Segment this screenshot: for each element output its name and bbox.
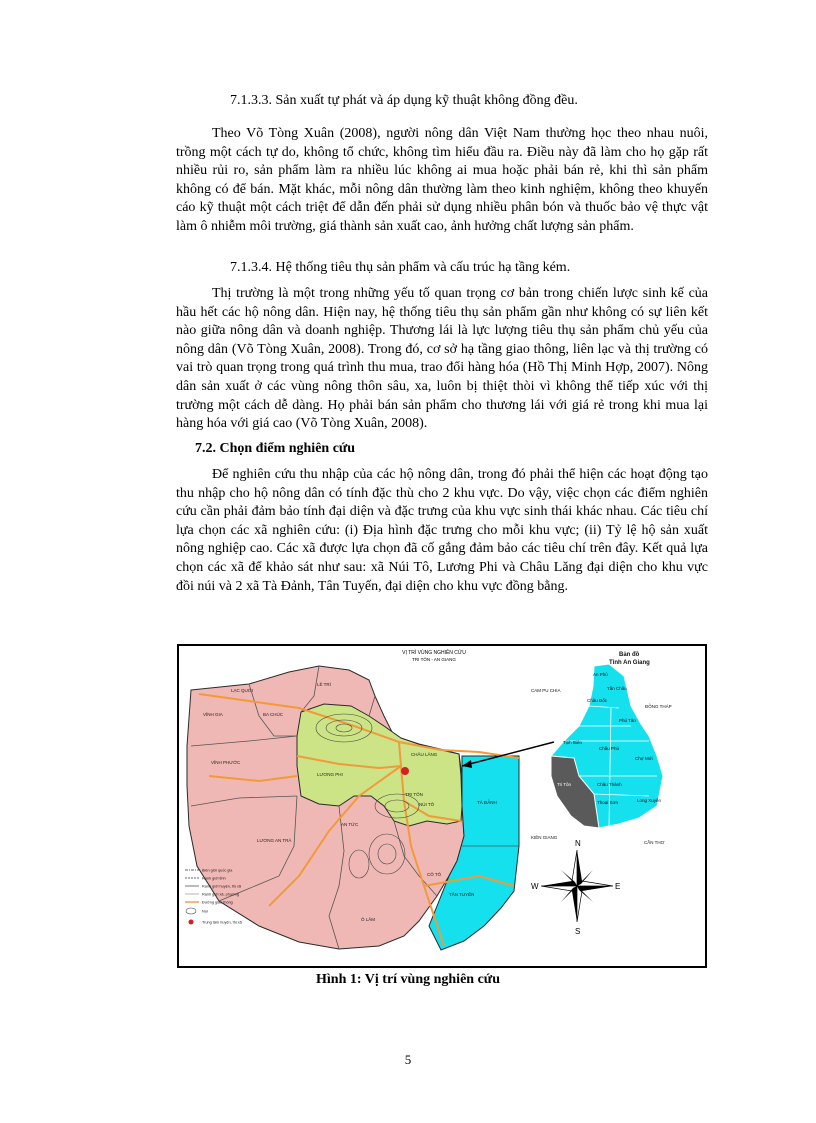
legend-item-2: Ranh giới tỉnh	[202, 876, 226, 881]
label-ta-danh: TÀ ĐẢNH	[477, 800, 497, 805]
label-long-xuyen: Long Xuyên	[637, 798, 662, 803]
compass-rose	[531, 839, 620, 936]
label-phu-tan: Phú Tân	[619, 718, 636, 723]
label-chau-thanh: Châu Thành	[597, 782, 622, 787]
label-kien-giang: KIÊN GIANG	[531, 835, 558, 840]
label-chau-phu: Châu Phú	[599, 746, 620, 751]
label-chau-lang: CHÂU LĂNG	[411, 752, 438, 757]
legend-item-5: Đường giao thông	[202, 900, 233, 905]
district-center-marker	[401, 767, 409, 775]
figure-caption: Hình 1: Vị trí vùng nghiên cứu	[316, 972, 500, 987]
label-thoai-son: Thoại Sơn	[597, 800, 618, 805]
study-area-map	[177, 644, 707, 968]
compass-w: W	[531, 882, 539, 891]
label-le-tri: LÊ TRÌ	[317, 682, 331, 687]
paragraph-1-text: Theo Võ Tòng Xuân (2008), người nông dân Việt Nam thường học theo nhau nuôi, trồng một cách tự do, không tổ chức, không tìm hiểu đầu ra. Điều này đã làm cho họ gặp rất nhiều rủi ro, sản phẩm làm ra nhiều lúc không ai mua hoặc phải bán rẻ, khi thì sản phẩm không có để bán. Mặt khác, mỗi nông dân thường làm theo kinh nghiệm, không theo khuyến cáo kỹ thuật một cách triệt để dẫn đến phải sử dụng nhiều phân bón và thuốc bảo vệ thực vật làm ô nhiễm môi trường, giá thành sản xuất cao, ảnh hưởng chất lượng sản phẩm.	[176, 126, 708, 234]
compass-n: N	[575, 839, 581, 848]
label-dong-thap: ĐỒNG THÁP	[645, 704, 672, 709]
legend-item-1: Biên giới quốc gia	[202, 868, 233, 873]
paragraph-1	[176, 125, 708, 237]
label-ba-chuc: BA CHÚC	[263, 712, 284, 717]
map-svg	[179, 646, 705, 966]
label-an-phu: An Phú	[593, 672, 608, 677]
legend-item-6: Núi	[202, 909, 208, 914]
compass-e: E	[615, 882, 621, 891]
label-lac-quoi: LẠC QUỚI	[231, 688, 253, 693]
paragraph-2-text: Thị trường là một trong những yếu tố quan trọng cơ bản trong chiến lược sinh kế của hầu hết các hộ nông dân. Hiện nay, hệ thống tiêu thụ sản phẩm gần như không có sự liên kết nào giữa nông dân và doanh nghiệp. Thương lái là lực lượng tiêu thụ sản phẩm chủ yếu của nông dân (Võ Tòng Xuân, 2008). Trong đó, cơ sở hạ tầng giao thông, liên lạc và thị trường có vai trò quan trọng trong quá trình thu mua, trao đổi hàng hóa (Hồ Thị Minh Hợp, 2007). Nông dân sản xuất ở các vùng nông thôn sâu, xa, luôn bị thiệt thòi vì không thể tiếp xúc với thị trường một cách dễ dàng. Họ phải bán sản phẩm cho thương lái với giá rẻ trong khi mua lại hàng hóa với giá cao (Võ Tòng Xuân, 2008).	[176, 286, 708, 432]
inset-title-2: Tỉnh An Giang	[609, 660, 650, 666]
label-tan-chau: Tân Châu	[607, 686, 627, 691]
legend-item-7: Trung tâm huyện, thị xã	[202, 920, 242, 925]
compass-s: S	[575, 927, 581, 936]
label-tinh-bien: Tịnh Biên	[563, 740, 583, 745]
paragraph-3-text: Để nghiên cứu thu nhập của các hộ nông dân, trong đó phải thể hiện các hoạt động tạo thu nhập cho hộ nông dân có tính đặc thù cho 2 khu vực. Do vậy, việc chọn các điểm nghiên cứu cần phải đảm bảo tính đại diện và đặc trưng của khu vực sinh thái khác nhau. Các tiêu chí lựa chọn các xã nghiên cứu: (i) Địa hình đặc trưng cho mỗi khu vực; (ii) Tỷ lệ hộ sản xuất nông nghiệp cao. Các xã được lựa chọn đã cố gắng đảm bảo các tiêu chí trên đây. Kết quả lựa chọn các xã để khảo sát như sau: xã Núi Tô, Lương Phi và Châu Lăng đại diện cho khu vực đồi núi và 2 xã Tà Đảnh, Tân Tuyến, đại diện cho khu vực đồng bằng.	[176, 467, 708, 594]
legend-item-4: Ranh giới xã, phường	[202, 892, 240, 897]
label-an-tuc: AN TỨC	[341, 822, 359, 827]
label-vinh-gia: VĨNH GIA	[203, 712, 223, 717]
label-o-lam: Ô LÂM	[361, 917, 376, 922]
label-tri-ton: TRI TÔN	[405, 792, 423, 797]
inset-title-1: Bản đồ	[619, 652, 640, 658]
label-co-to: CÔ TÔ	[427, 872, 442, 877]
page-number: 5	[404, 1052, 412, 1067]
map-subtitle: TRI TÔN - AN GIANG	[412, 657, 456, 662]
label-inset-tri-ton: Tri Tôn	[557, 782, 572, 787]
label-luong-phi: LƯƠNG PHI	[317, 772, 343, 777]
paragraph-2	[176, 285, 708, 434]
label-vinh-phuoc: VĨNH PHƯỚC	[211, 760, 241, 765]
label-tan-tuyen: TÂN TUYẾN	[449, 892, 475, 897]
label-luong-an-tra: LƯƠNG AN TRÀ	[257, 838, 292, 843]
subsection-heading-7134: 7.1.3.4. Hệ thống tiêu thụ sản phẩm và cấu trúc hạ tầng kém.	[230, 260, 571, 275]
section-heading-72: 7.2. Chọn điểm nghiên cứu	[195, 441, 356, 456]
label-can-tho: CẦN THƠ	[644, 840, 665, 845]
legend-item-3: Ranh giới huyện, thị xã	[202, 884, 242, 889]
paragraph-3	[176, 466, 708, 596]
map-title: VỊ TRÍ VÙNG NGHIÊN CỨU	[402, 650, 466, 656]
label-nui-to: NÚI TÔ	[419, 802, 435, 807]
label-chau-doc: Châu Đốc	[587, 698, 608, 703]
label-cho-moi: Chợ Mới	[635, 756, 653, 761]
label-cam-pu-chia: CAM PU CHIA	[531, 688, 561, 693]
subsection-heading-7133: 7.1.3.3. Sản xuất tự phát và áp dụng kỹ thuật không đồng đều.	[230, 93, 578, 108]
